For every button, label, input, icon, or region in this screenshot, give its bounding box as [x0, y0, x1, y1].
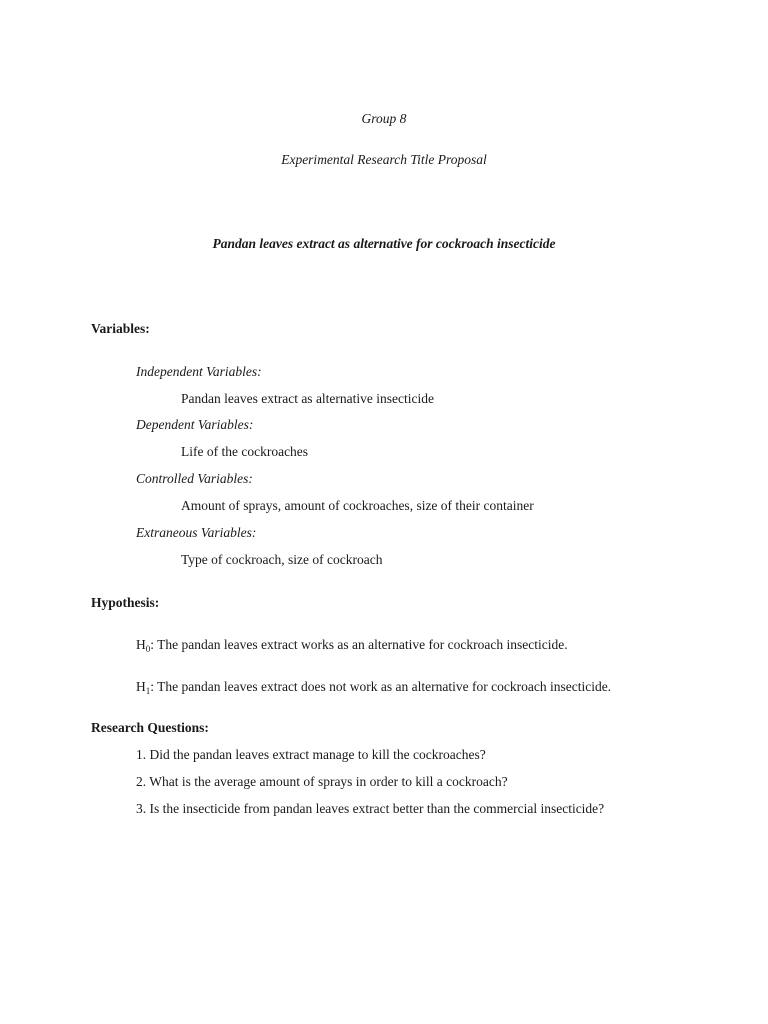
dependent-variables-value: Life of the cockroaches [181, 444, 309, 459]
variables-heading: Variables: [91, 321, 150, 336]
research-question-3: 3. Is the insecticide from pandan leaves extract better than the commercial insecticide? [136, 801, 605, 816]
h1-subscript: 1 [145, 686, 151, 696]
h1-text: : The pandan leaves extract does not work as an alternative for cockroach insecticide. [150, 679, 612, 694]
group-label: Group 8 [361, 111, 407, 126]
alternative-hypothesis [136, 680, 611, 694]
extraneous-variables-label: Extraneous Variables: [136, 525, 257, 540]
independent-variables-label: Independent Variables: [136, 364, 262, 379]
h0-symbol: H [136, 637, 146, 652]
extraneous-variables-value: Type of cockroach, size of cockroach [181, 552, 383, 567]
research-questions-heading: Research Questions: [91, 720, 209, 735]
research-title: Pandan leaves extract as alternative for cockroach insecticide [212, 236, 556, 251]
controlled-variables-value: Amount of sprays, amount of cockroaches, size of their container [181, 498, 534, 513]
independent-variables-value: Pandan leaves extract as alternative insecticide [181, 391, 435, 406]
controlled-variables-label: Controlled Variables: [136, 471, 253, 486]
hypothesis-heading: Hypothesis: [91, 595, 160, 610]
h1-symbol: H [136, 679, 146, 694]
h0-subscript: 0 [145, 644, 151, 654]
dependent-variables-label: Dependent Variables: [136, 417, 254, 432]
research-question-1: 1. Did the pandan leaves extract manage to kill the cockroaches? [136, 747, 486, 762]
research-question-2: 2. What is the average amount of sprays in order to kill a cockroach? [136, 774, 508, 789]
null-hypothesis [136, 638, 568, 652]
document-subtitle: Experimental Research Title Proposal [281, 152, 487, 167]
h0-text: : The pandan leaves extract works as an alternative for cockroach insecticide. [150, 637, 568, 652]
